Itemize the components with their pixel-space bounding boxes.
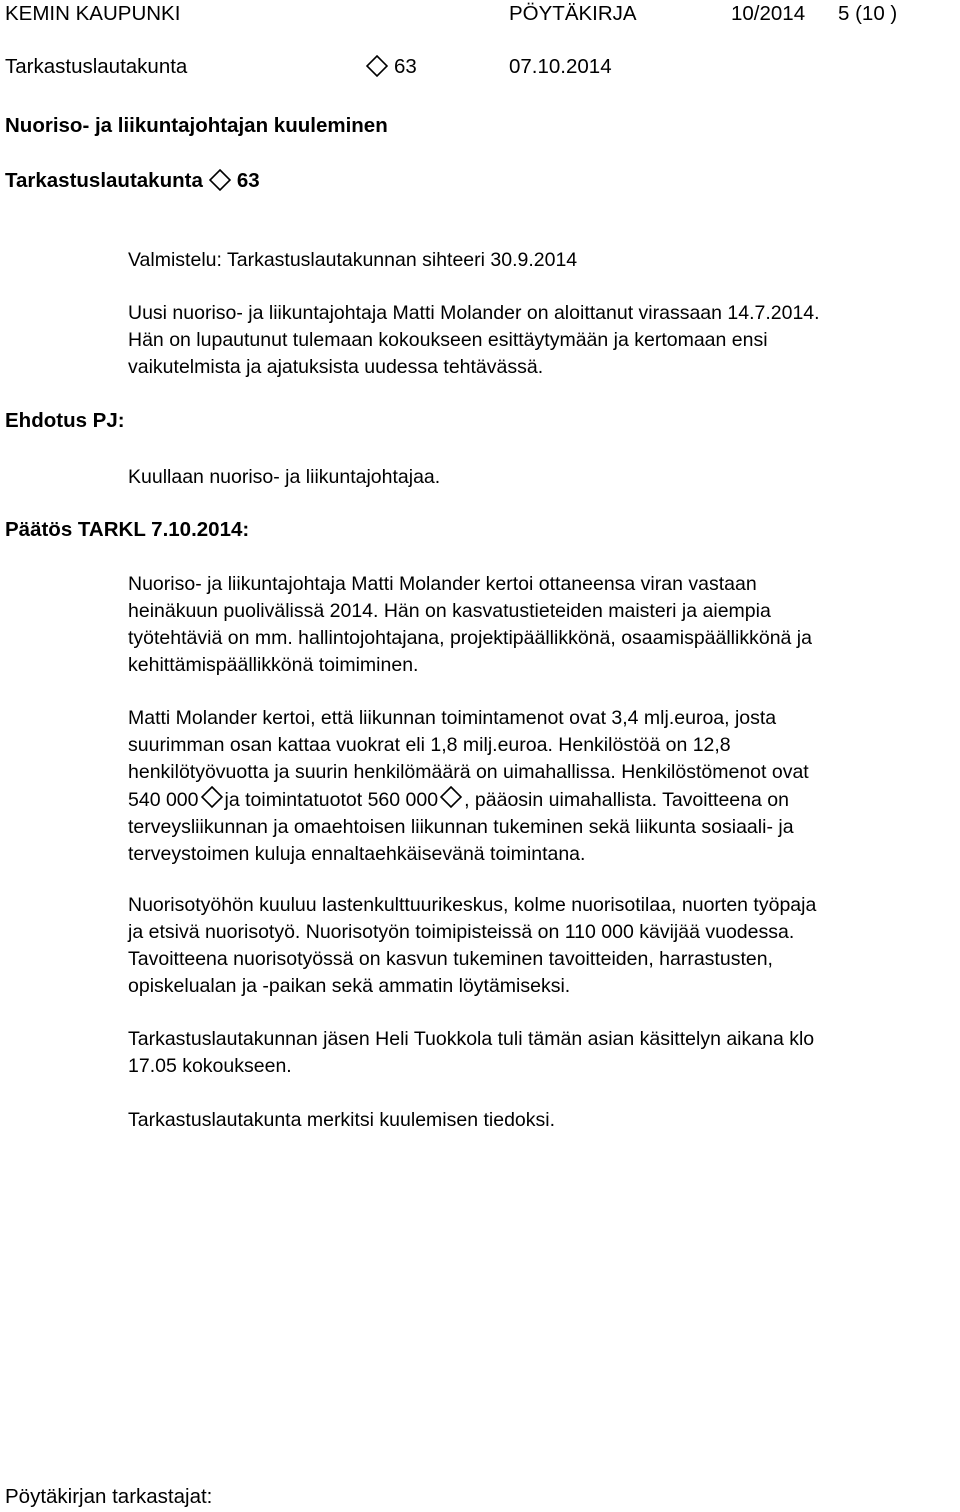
paragraph-line: Tarkastuslautakunnan jäsen Heli Tuokkola tuli tämän asian käsittelyn aikana klo — [128, 1028, 815, 1050]
diamond-icon — [209, 169, 231, 191]
paragraph-line: terveystoimen kuluja ennaltaehkäisevänä toimintana. — [128, 843, 586, 865]
doc-type: PÖYTÄKIRJA — [509, 2, 637, 25]
income-tail: , pääosin uimahallista. Tavoitteena on — [464, 789, 789, 811]
intro-line: Hän on lupautunut tulemaan kokoukseen esittäytymään ja kertomaan ensi — [128, 329, 768, 351]
proposal-label: Ehdotus PJ: — [5, 409, 125, 432]
income-text: ja toimintatuotot 560 000 — [224, 789, 439, 811]
euro-icon — [440, 786, 462, 808]
paragraph-line: Nuoriso- ja liikuntajohtaja Matti Molander kertoi ottaneensa viran vastaan — [128, 573, 757, 595]
board-name: Tarkastuslautakunta — [5, 55, 188, 78]
paragraph-line: opiskelualan ja -paikan sekä ammatin löytämiseksi. — [128, 975, 571, 997]
org-name: KEMIN KAUPUNKI — [5, 2, 181, 25]
euro-icon — [201, 786, 223, 808]
intro-line: Uusi nuoriso- ja liikuntajohtaja Matti Molander on aloittanut virassaan 14.7.2014. — [128, 302, 820, 324]
paragraph-line: heinäkuun puolivälissä 2014. Hän on kasvatustieteiden maisteri ja aiempia — [128, 600, 771, 622]
footer-reviewers: Pöytäkirjan tarkastajat: — [5, 1485, 213, 1508]
doc-number: 10/2014 — [731, 2, 806, 25]
diamond-icon — [366, 55, 388, 77]
paragraph-line: Nuorisotyöhön kuuluu lastenkulttuurikeskus, kolme nuorisotilaa, nuorten työpaja — [128, 894, 817, 916]
paragraph-line: terveysliikunnan ja omaehtoisen liikunnan tukeminen sekä liikunta sosiaali- ja — [128, 816, 794, 838]
page-number: 5 (10 ) — [838, 2, 898, 25]
paragraph-line: 17.05 kokoukseen. — [128, 1055, 292, 1077]
preparation-note: Valmistelu: Tarkastuslautakunnan sihteeri 30.9.2014 — [128, 249, 578, 271]
decision-paragraph-2 — [128, 705, 953, 868]
meeting-date: 07.10.2014 — [509, 55, 612, 78]
paragraph-line: henkilötyövuotta ja suurin henkilömäärä on uimahallissa. Henkilöstömenot ovat — [128, 761, 809, 783]
paragraph-line: suurimman osan kattaa vuokrat eli 1,8 milj.euroa. Henkilöstöä on 12,8 — [128, 734, 731, 756]
intro-paragraph — [128, 300, 953, 381]
expense-amount: 540 000 — [128, 789, 199, 811]
section-marker — [360, 54, 417, 80]
paragraph-line: kehittämispäällikkönä toimiminen. — [128, 654, 419, 676]
decision-paragraph-1 — [128, 571, 953, 679]
decision-paragraph-4 — [128, 1026, 953, 1080]
paragraph-line: ja etsivä nuorisotyö. Nuorisotyön toimipisteissä on 110 000 kävijää vuodessa. — [128, 921, 795, 943]
paragraph-line: työtehtäviä on mm. hallintojohtajana, projektipäällikkönä, osaamispäällikkönä ja — [128, 627, 812, 649]
decision-paragraph-3 — [128, 892, 953, 1000]
section-heading — [5, 168, 260, 194]
decision-paragraph-5: Tarkastuslautakunta merkitsi kuulemisen tiedoksi. — [128, 1109, 556, 1131]
paragraph-line — [128, 786, 953, 814]
proposal-text: Kuullaan nuoriso- ja liikuntajohtajaa. — [128, 466, 441, 488]
section-number: 63 — [394, 55, 417, 78]
section-heading-number: 63 — [236, 169, 260, 192]
decision-label: Päätös TARKL 7.10.2014: — [5, 518, 250, 541]
section-heading-board: Tarkastuslautakunta — [5, 169, 203, 192]
paragraph-line: Matti Molander kertoi, että liikunnan toimintamenot ovat 3,4 mlj.euroa, josta — [128, 707, 777, 729]
page-title: Nuoriso- ja liikuntajohtajan kuuleminen — [5, 114, 388, 137]
paragraph-line: Tavoitteena nuorisotyössä on kasvun tukeminen tavoitteiden, harrastusten, — [128, 948, 773, 970]
intro-line: vaikutelmista ja ajatuksista uudessa tehtävässä. — [128, 356, 544, 378]
